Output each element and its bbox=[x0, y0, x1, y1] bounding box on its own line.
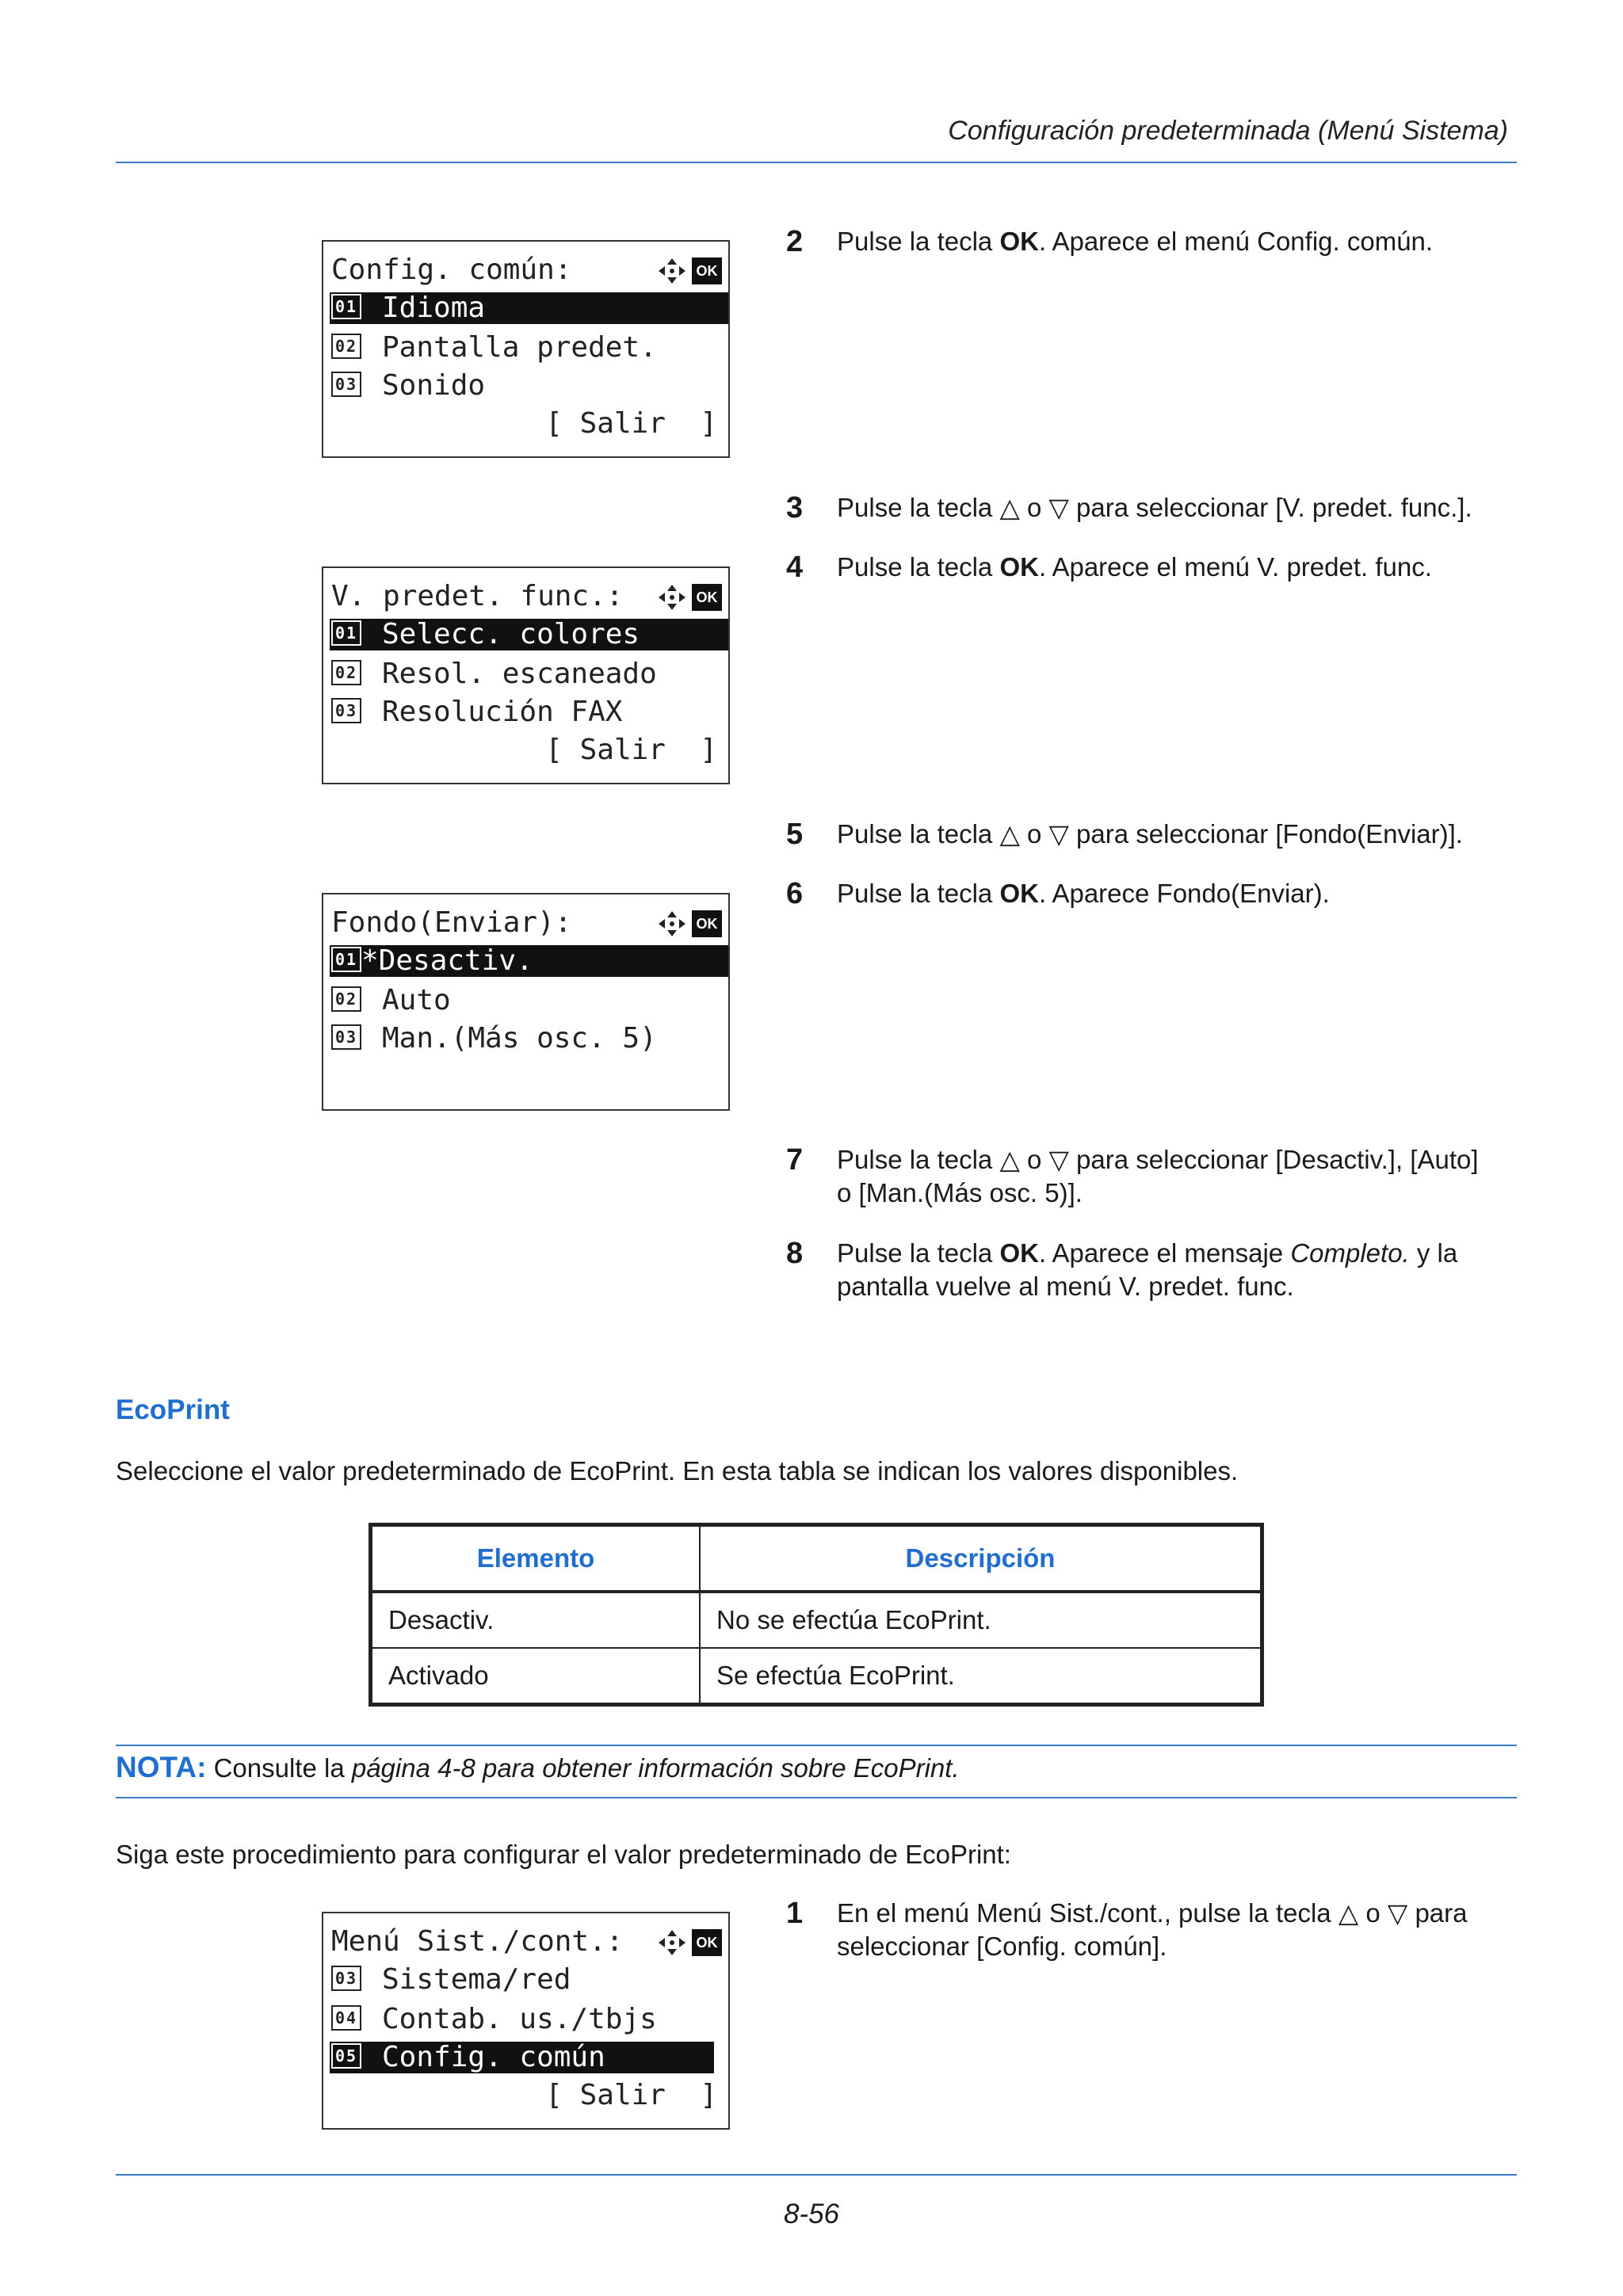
table-cell: Se efectúa EcoPrint. bbox=[700, 1648, 1262, 1705]
lcd-panel-fondo-enviar bbox=[322, 893, 730, 1111]
page-number: 8-56 bbox=[783, 2199, 840, 2229]
panel-row bbox=[331, 2004, 728, 2035]
panel-row bbox=[331, 332, 728, 364]
exit-softkey: [ Salir ] bbox=[545, 2079, 717, 2111]
row-number: 02 bbox=[331, 334, 361, 359]
row-number: 01 bbox=[331, 620, 361, 646]
step-text: Pulse la tecla OK. Aparece el menú V. predet. func. bbox=[837, 552, 1432, 582]
note-bottom-rule bbox=[116, 1797, 1517, 1798]
step-text: Pulse la tecla △ o ▽ para seleccionar [V. predet. func.]. bbox=[837, 493, 1472, 522]
arrow-keys-icon bbox=[657, 584, 687, 611]
note-text: Consulte la bbox=[206, 1753, 352, 1783]
panel-row-selected bbox=[330, 945, 728, 977]
table-row bbox=[371, 1648, 1262, 1705]
ecoprint-table bbox=[369, 1523, 1264, 1707]
row-text: Resol. escaneado bbox=[382, 658, 657, 690]
panel-row-selected bbox=[330, 619, 728, 650]
table-header-row bbox=[371, 1525, 1262, 1592]
step-text: Pulse la tecla OK. Aparece el mensaje Completo. y la pantalla vuelve al menú V. predet. func. bbox=[837, 1238, 1458, 1301]
row-number: 04 bbox=[331, 2005, 361, 2031]
panel-title: V. predet. func.: bbox=[331, 580, 624, 612]
row-number: 03 bbox=[331, 698, 361, 723]
panel-row bbox=[331, 696, 728, 728]
row-text: *Desactiv. bbox=[361, 944, 533, 977]
note-label: NOTA: bbox=[116, 1751, 207, 1783]
row-text: Selecc. colores bbox=[382, 618, 640, 650]
row-text: Auto bbox=[382, 984, 451, 1016]
panel-title: Config. común: bbox=[331, 254, 572, 286]
ok-key-icon: OK bbox=[692, 910, 722, 937]
step-number: 2 bbox=[786, 225, 804, 258]
row-text: Sonido bbox=[382, 369, 486, 402]
column-header: Elemento bbox=[371, 1525, 701, 1592]
row-number: 03 bbox=[331, 372, 361, 397]
exit-softkey: [ Salir ] bbox=[545, 407, 717, 440]
step-text: Pulse la tecla △ o ▽ para seleccionar [Desactiv.], [Auto] o [Man.(Más osc. 5)]. bbox=[837, 1145, 1479, 1207]
ok-key-icon: OK bbox=[692, 257, 722, 284]
procedure-intro: Siga este procedimiento para configurar el valor predeterminado de EcoPrint: bbox=[116, 1840, 1011, 1869]
nav-keys bbox=[657, 1928, 722, 1958]
exit-softkey: [ Salir ] bbox=[545, 734, 717, 766]
row-number: 01 bbox=[331, 294, 361, 319]
row-text: Man.(Más osc. 5) bbox=[382, 1022, 657, 1055]
row-number: 05 bbox=[331, 2043, 361, 2069]
panel-row-selected bbox=[330, 2042, 714, 2073]
lcd-panel-menu-sist bbox=[322, 1912, 730, 2130]
row-text: Config. común bbox=[382, 2041, 605, 2073]
panel-row bbox=[331, 985, 728, 1016]
panel-title: Menú Sist./cont.: bbox=[331, 1925, 624, 1958]
row-text: Idioma bbox=[382, 292, 486, 324]
panel-row bbox=[331, 658, 728, 690]
nav-keys bbox=[657, 909, 722, 939]
page-header-title: Configuración predeterminada (Menú Sistema) bbox=[948, 116, 1508, 146]
table-cell: Activado bbox=[371, 1648, 701, 1705]
header-rule bbox=[116, 162, 1517, 163]
note bbox=[116, 1751, 960, 1784]
panel-title: Fondo(Enviar): bbox=[331, 906, 572, 939]
lcd-panel-config-comun bbox=[322, 240, 730, 458]
step-number: 7 bbox=[786, 1143, 804, 1177]
row-text: Sistema/red bbox=[382, 1963, 571, 1996]
row-text: Resolución FAX bbox=[382, 696, 623, 728]
arrow-keys-icon bbox=[657, 257, 687, 284]
row-text: Contab. us./tbjs bbox=[382, 2003, 657, 2035]
table-row bbox=[371, 1592, 1262, 1648]
step-text: En el menú Menú Sist./cont., pulse la tecla △ o ▽ para seleccionar [Config. común]. bbox=[837, 1898, 1468, 1961]
row-number: 02 bbox=[331, 986, 361, 1012]
table-cell: Desactiv. bbox=[371, 1592, 701, 1648]
row-number: 03 bbox=[331, 1966, 361, 1991]
nav-keys bbox=[657, 256, 722, 286]
ok-key-icon: OK bbox=[692, 1929, 722, 1956]
step-text: Pulse la tecla OK. Aparece el menú Config. común. bbox=[837, 227, 1434, 256]
step-number: 8 bbox=[786, 1237, 804, 1270]
panel-row bbox=[331, 1964, 728, 1996]
ok-key-icon: OK bbox=[692, 584, 722, 611]
row-number: 03 bbox=[331, 1024, 361, 1050]
step-number: 3 bbox=[786, 491, 804, 524]
row-number: 02 bbox=[331, 660, 361, 685]
row-text: Pantalla predet. bbox=[382, 331, 657, 364]
table-cell: No se efectúa EcoPrint. bbox=[700, 1592, 1262, 1648]
nav-keys bbox=[657, 582, 722, 612]
step-text: Pulse la tecla △ o ▽ para seleccionar [Fondo(Enviar)]. bbox=[837, 819, 1463, 849]
panel-row-selected bbox=[330, 292, 728, 324]
section-title: EcoPrint bbox=[116, 1394, 230, 1425]
panel-row bbox=[331, 1023, 728, 1055]
arrow-keys-icon bbox=[657, 1929, 687, 1956]
lcd-panel-v-predet-func bbox=[322, 566, 730, 784]
footer-rule bbox=[116, 2174, 1517, 2176]
step-number: 6 bbox=[786, 877, 804, 910]
step-number: 1 bbox=[786, 1897, 804, 1930]
arrow-keys-icon bbox=[657, 910, 687, 937]
note-link-text: página 4-8 para obtener información sobre EcoPrint. bbox=[351, 1753, 960, 1783]
step-number: 4 bbox=[786, 551, 804, 584]
panel-row bbox=[331, 370, 728, 402]
step-number: 5 bbox=[786, 818, 804, 851]
note-top-rule bbox=[116, 1745, 1517, 1746]
column-header: Descripción bbox=[700, 1525, 1262, 1592]
row-number: 01 bbox=[331, 947, 361, 972]
step-text: Pulse la tecla OK. Aparece Fondo(Enviar). bbox=[837, 879, 1330, 908]
section-intro: Seleccione el valor predeterminado de EcoPrint. En esta tabla se indican los valores disponibles. bbox=[116, 1456, 1239, 1486]
